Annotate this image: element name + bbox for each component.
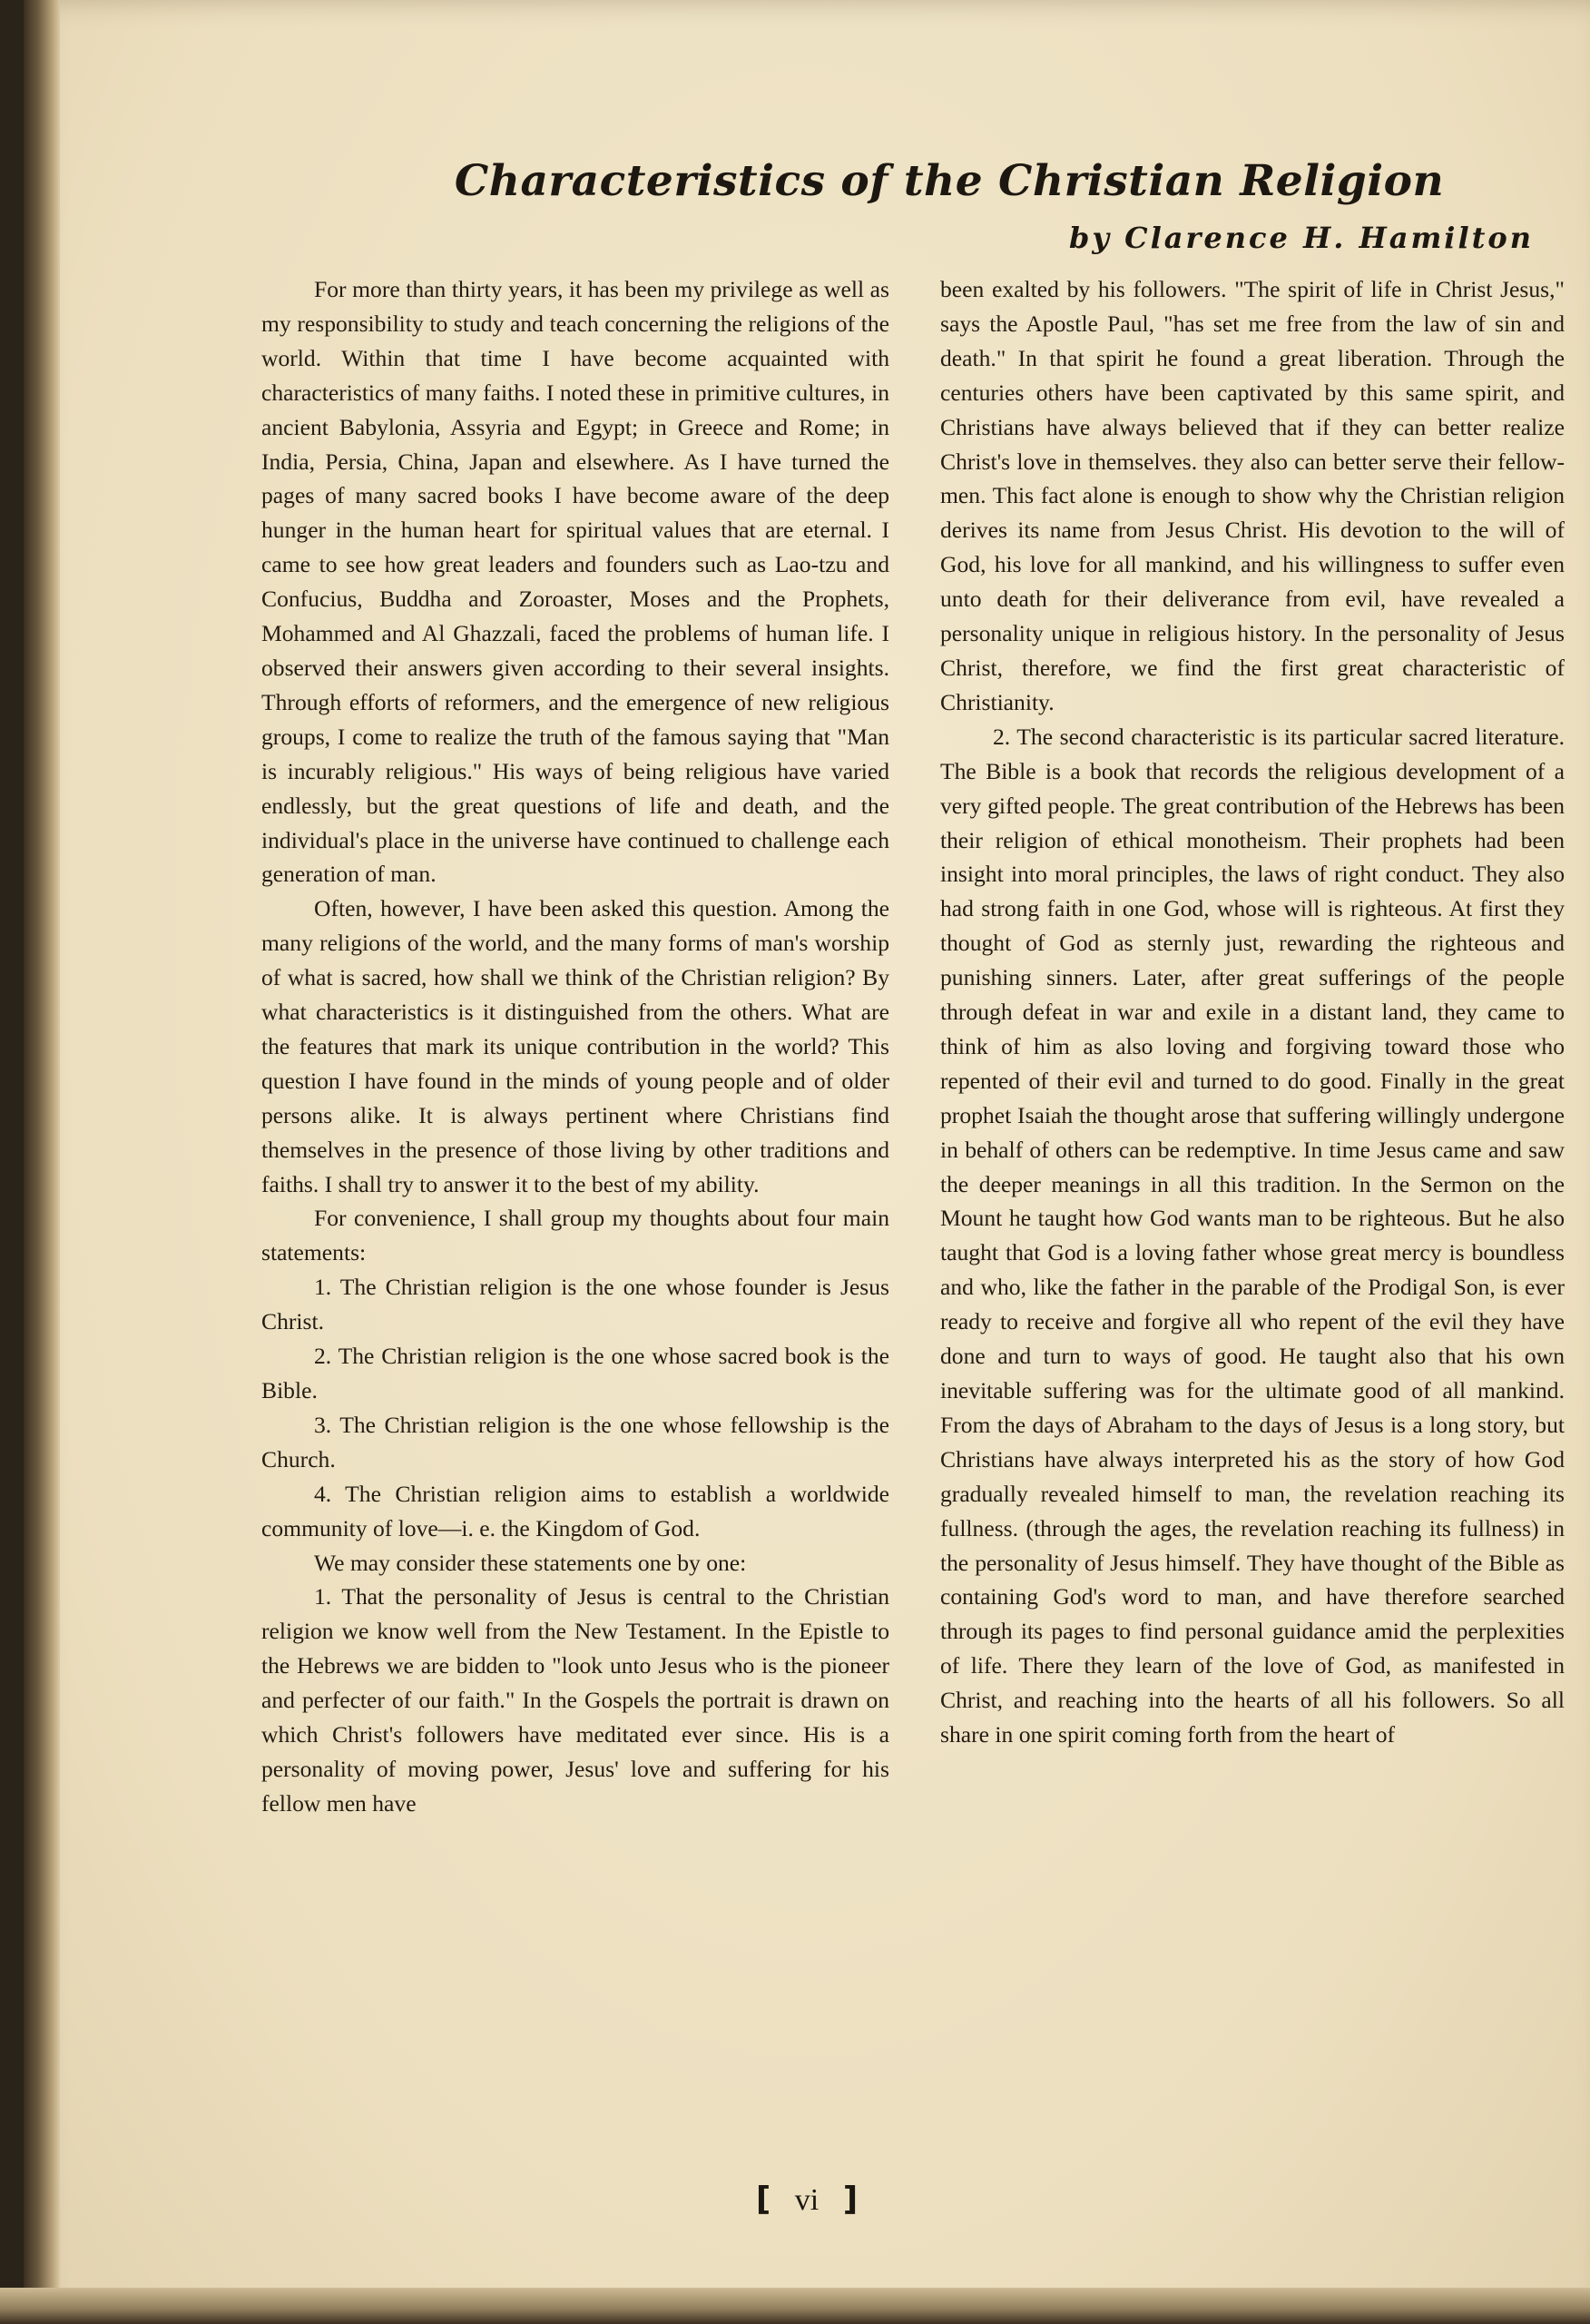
paragraph: 2. The second characteristic is its particular sacred literature. The Bible is a book that records the religious development of a very gifted people. The great contribution of the Hebrews has been their religion of ethical monotheism. Their prophets had been insight into moral principles, the laws of right conduct. They also had strong faith in one God, whose will is righteous. At first they thought of God as sternly just, rewarding the righteous and punishing sinners. Later, after great sufferings of the people through defeat in war and exile in a distant land, they came to think of him as also loving and forgiving toward those who repented of their evil and turned to do good. Finally in the great prophet Isaiah the thought arose that suffering willingly undergone in behalf of others can be redemptive. In time Jesus came and saw the deeper meanings in all this tradition. In the Sermon on the Mount he taught how God wants man to be righteous. But he also taught that God is a loving father whose great mercy is boundless and who, like the father in the parable of the Prodigal Son, is ever ready to receive and forgive all who repent of the evil they have done and turn to ways of good. He taught also that his own inevitable suffering was for the ultimate good of all mankind. From the days of Abraham to the days of Jesus is a long story, but Christians have always interpreted his as the story of how God gradually revealed himself to man, the revelation reaching its fullness. (through the ages, the revelation reaching its fullness) in the personality of Jesus himself. They have thought of the Bible as containing God's word to man, and have therefore searched through its pages to find personal guidance amid the perplexities of life. There they learn of the love of God, as manifested in Christ, and reaching into the hearts of all his followers. So all share in one spirit coming forth from the heart of xyxy=(940,723,1565,1748)
list-item: 3. The Christian religion is the one whose fellowship is the Church. xyxy=(261,1411,889,1472)
left-column xyxy=(261,272,889,1821)
page-footer xyxy=(24,2181,1590,2218)
article-title: Characteristics of the Christian Religion xyxy=(454,156,1445,206)
paragraph: We may consider these statements one by one: xyxy=(314,1549,747,1576)
page-bottom-edge xyxy=(0,2288,1590,2324)
article-byline: by Clarence H. Hamilton xyxy=(1069,221,1534,255)
list-item: 2. The Christian religion is the one whose sacred book is the Bible. xyxy=(261,1343,889,1403)
page xyxy=(24,0,1590,2324)
paragraph: For convenience, I shall group my thoughts about four main statements: xyxy=(261,1205,889,1266)
list-item: 1. The Christian religion is the one whose founder is Jesus Christ. xyxy=(261,1274,889,1335)
paragraph: 1. That the personality of Jesus is central to the Christian religion we know well from the New Testament. In the Epistle to the Hebrews we are bidden to "look unto Jesus who is the pioneer and perfecter of our faith." In the Gospels the portrait is drawn on which Christ's followers have meditated ever since. His is a personality of moving power, Jesus' love and suffering for his fellow men have xyxy=(261,1583,889,1817)
list-item: 4. The Christian religion aims to establish a worldwide community of love—i. e. the Kingdom of God. xyxy=(261,1480,889,1541)
left-bracket: [ xyxy=(755,2181,771,2218)
paragraph: For more than thirty years, it has been my privilege as well as my responsibility to study and teach concerning the religions of the world. Within that time I have become acquainted with characteristics of many faiths. I noted these in primitive cultures, in ancient Babylonia, Assyria and Egypt; in Greece and Rome; in India, Persia, China, Japan and elsewhere. As I have turned the pages of many sacred books I have become aware of the deep hunger in the human heart for spiritual values that are eternal. I came to see how great leaders and founders such as Lao-tzu and Confucius, Buddha and Zoroaster, Moses and the Prophets, Mohammed and Al Ghazzali, faced the problems of human life. I observed their answers given according to their several insights. Through efforts of reformers, and the emergence of new religious groups, I come to realize the truth of the famous saying that "Man is incurably religious." His ways of being religious have varied endlessly, but the great questions of life and death, and the individual's place in the universe have continued to challenge each generation of man. xyxy=(261,276,889,888)
paragraph: Often, however, I have been asked this question. Among the many religions of the world, and the many forms of man's worship of what is sacred, how shall we think of the Christian religion? By what characteristics is it distinguished from the others. What are the features that mark its unique contribution in the world? This question I have found in the minds of young people and of older persons alike. It is always pertinent where Christians find themselves in the presence of those living by other traditions and faiths. I shall try to answer it to the best of my ability. xyxy=(261,895,889,1197)
paragraph-continuation: been exalted by his followers. "The spirit of life in Christ Jesus," says the Apostle Paul, "has set me free from the law of sin and death." In that spirit he found a great liberation. Through the centuries others have been captivated by this same spirit, and Christians have always believed that if they can better realize Christ's love in themselves. they also can better serve their fellow-men. This fact alone is enough to show why the Christian religion derives its name from Jesus Christ. His devotion to the will of God, his love for all mankind, and his willingness to suffer even unto death for their deliverance from evil, have revealed a personality unique in religious history. In the personality of Jesus Christ, therefore, we find the first great characteristic of Christianity. xyxy=(940,276,1565,715)
right-column xyxy=(940,272,1565,1752)
book-binding xyxy=(24,0,60,2324)
right-bracket: ] xyxy=(842,2181,859,2218)
page-number: vi xyxy=(794,2183,820,2217)
